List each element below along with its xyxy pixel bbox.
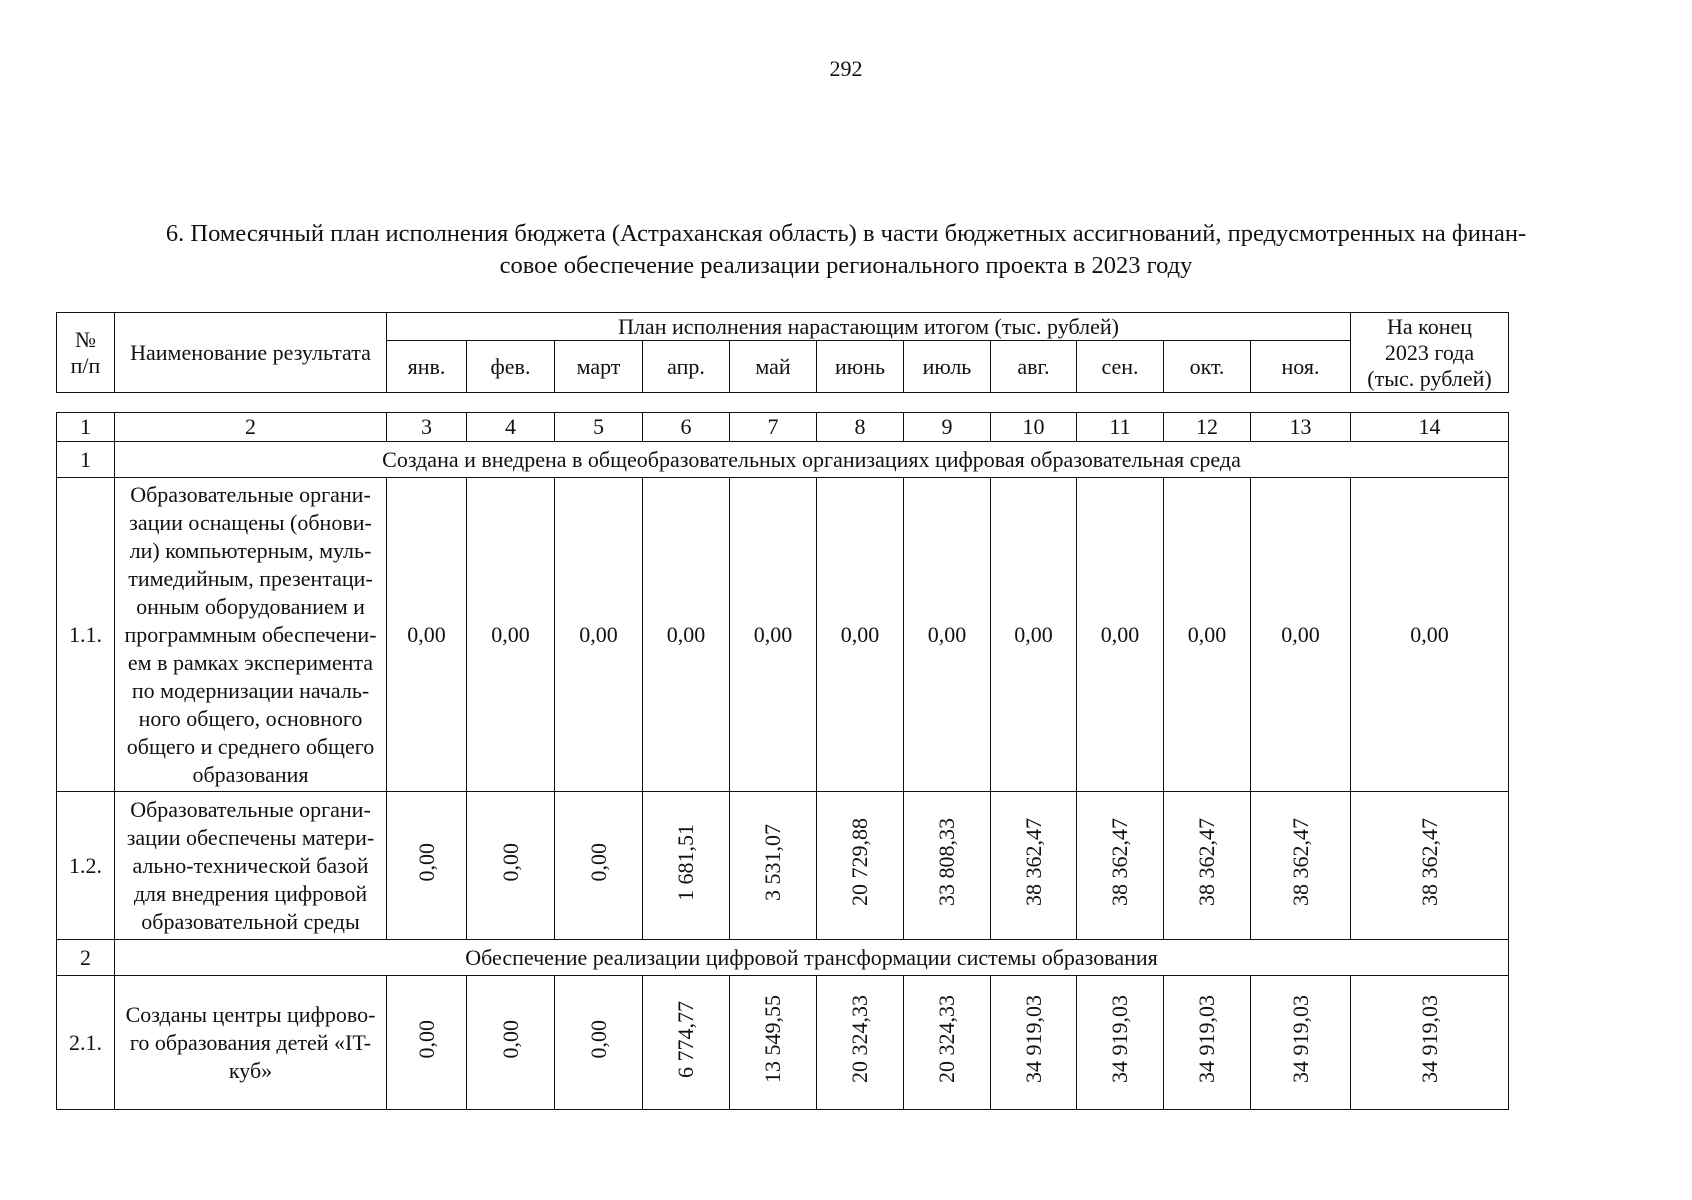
month-value: 38 362,47: [1287, 818, 1313, 906]
result-name: [115, 976, 387, 1110]
section-title: Обеспечение реализации цифровой трансформации системы образования: [115, 940, 1509, 976]
header-end-line-3: (тыс. рублей): [1367, 365, 1492, 391]
table-row: [57, 792, 1509, 940]
result-name-line: ально-технической базой: [132, 852, 369, 878]
month-value: 20 324,33: [847, 995, 872, 1083]
row-number: 1.2.: [57, 792, 115, 940]
month-value: 0,00: [413, 1019, 439, 1059]
header-end-of-year: [1351, 313, 1509, 393]
result-name-line: программным обеспечени-: [124, 621, 377, 647]
result-name-line: образовательной среды: [141, 908, 360, 934]
month-value: 0,00: [1251, 478, 1351, 792]
page-number: 292: [829, 56, 863, 81]
document-title: [52, 218, 1640, 282]
month-value: 34 919,03: [1107, 995, 1132, 1083]
section-number: 1: [57, 442, 115, 478]
column-number-row: [57, 413, 1509, 442]
month-value: 38 362,47: [1107, 818, 1132, 906]
month-value: 33 808,33: [934, 818, 959, 906]
header-month: фев.: [467, 341, 555, 393]
result-name-line: ли) компьютерным, муль-: [129, 537, 372, 563]
month-value: 0,00: [991, 478, 1077, 792]
header-month: июль: [904, 341, 991, 393]
row-number: 1.1.: [57, 478, 115, 792]
month-value: 0,00: [387, 478, 467, 792]
title-line-1: 6. Помесячный план исполнения бюджета (Астраханская область) в части бюджетных ассигнований, предусмотренных на финан-: [165, 220, 1527, 247]
header-month: июнь: [817, 341, 904, 393]
result-name-line: Созданы центры цифрово-: [125, 1001, 376, 1027]
month-value: 38 362,47: [1020, 818, 1046, 906]
section-row: [57, 940, 1509, 976]
month-value: 0,00: [643, 478, 730, 792]
result-name-line: общего и среднего общего: [126, 733, 375, 759]
column-number: 1: [57, 413, 115, 442]
header-name: Наименование результата: [115, 313, 387, 393]
column-number: 8: [817, 413, 904, 442]
column-number: 9: [904, 413, 991, 442]
month-value: 38 362,47: [1194, 818, 1219, 906]
result-name-line: образования: [192, 761, 309, 787]
header-month: авг.: [991, 341, 1077, 393]
header-month: май: [730, 341, 817, 393]
column-number: 5: [555, 413, 643, 442]
result-name-line: ного общего, основного: [138, 705, 363, 731]
result-name-line: куб»: [228, 1057, 273, 1083]
month-value: 34 919,03: [1287, 995, 1313, 1083]
month-value: 0,00: [1164, 478, 1251, 792]
result-name-line: Образовательные органи-: [130, 796, 371, 822]
header-plan-group: План исполнения нарастающим итогом (тыс. рублей): [387, 313, 1351, 341]
month-value: 13 549,55: [760, 995, 785, 1083]
month-value: 20 729,88: [847, 818, 872, 906]
header-month: окт.: [1164, 341, 1251, 393]
month-value: 0,00: [555, 478, 643, 792]
header-end-line-2: 2023 года: [1384, 339, 1475, 365]
header-month: янв.: [387, 341, 467, 393]
column-number: 11: [1077, 413, 1164, 442]
month-value: 34 919,03: [1194, 995, 1219, 1083]
month-value: 0,00: [413, 842, 439, 882]
column-number: 6: [643, 413, 730, 442]
header-month: сен.: [1077, 341, 1164, 393]
header-end-line-1: На конец: [1386, 313, 1473, 339]
result-name-line: онным оборудованием и: [136, 593, 365, 619]
month-value: 1 681,51: [673, 823, 698, 901]
header-num-symbol: №: [75, 326, 96, 352]
column-number: 2: [115, 413, 387, 442]
header-table: [56, 312, 1509, 393]
result-name-line: зации оснащены (обнови-: [129, 509, 372, 535]
main-table: [56, 412, 1509, 1110]
month-value: 0,00: [904, 478, 991, 792]
month-value: 0,00: [467, 478, 555, 792]
header-month: апр.: [643, 341, 730, 393]
column-number: 7: [730, 413, 817, 442]
column-number: 10: [991, 413, 1077, 442]
month-value: 20 324,33: [934, 995, 959, 1083]
month-value: 6 774,77: [673, 1000, 698, 1078]
result-name-line: Образовательные органи-: [130, 481, 371, 507]
month-value: 0,00: [585, 1019, 611, 1059]
month-value: 0,00: [1077, 478, 1164, 792]
result-name-line: ем в рамках эксперимента: [127, 649, 374, 675]
section-number: 2: [57, 940, 115, 976]
column-number: 4: [467, 413, 555, 442]
month-value: 0,00: [585, 842, 611, 882]
month-value: 0,00: [497, 842, 523, 882]
section-title: Создана и внедрена в общеобразовательных организациях цифровая образовательная среда: [115, 442, 1509, 478]
column-number: 12: [1164, 413, 1251, 442]
month-value: 34 919,03: [1020, 995, 1046, 1083]
month-value: 0,00: [730, 478, 817, 792]
header-month: март: [555, 341, 643, 393]
result-name: [115, 792, 387, 940]
column-number: 3: [387, 413, 467, 442]
row-number: 2.1.: [57, 976, 115, 1110]
month-value: 3 531,07: [760, 823, 785, 901]
column-number: 13: [1251, 413, 1351, 442]
result-name-line: тимедийным, презентаци-: [128, 565, 373, 591]
section-row: [57, 442, 1509, 478]
header-month: ноя.: [1251, 341, 1351, 393]
total-value: 38 362,47: [1416, 818, 1442, 906]
total-value: 0,00: [1351, 478, 1509, 792]
result-name-line: для внедрения цифровой: [133, 880, 368, 906]
result-name: [115, 478, 387, 792]
table-row: [57, 478, 1509, 792]
month-value: 0,00: [817, 478, 904, 792]
result-name-line: го образования детей «IT-: [129, 1029, 372, 1055]
month-value: 0,00: [497, 1019, 523, 1059]
result-name-line: по модернизации началь-: [131, 677, 370, 703]
header-num-label: п/п: [70, 352, 101, 378]
result-name-line: зации обеспечены матери-: [126, 824, 375, 850]
column-number: 14: [1351, 413, 1509, 442]
title-line-2: совое обеспечение реализации регионального проекта в 2023 году: [499, 252, 1193, 279]
header-num: [57, 313, 115, 393]
table-row: [57, 976, 1509, 1110]
total-value: 34 919,03: [1416, 995, 1442, 1083]
